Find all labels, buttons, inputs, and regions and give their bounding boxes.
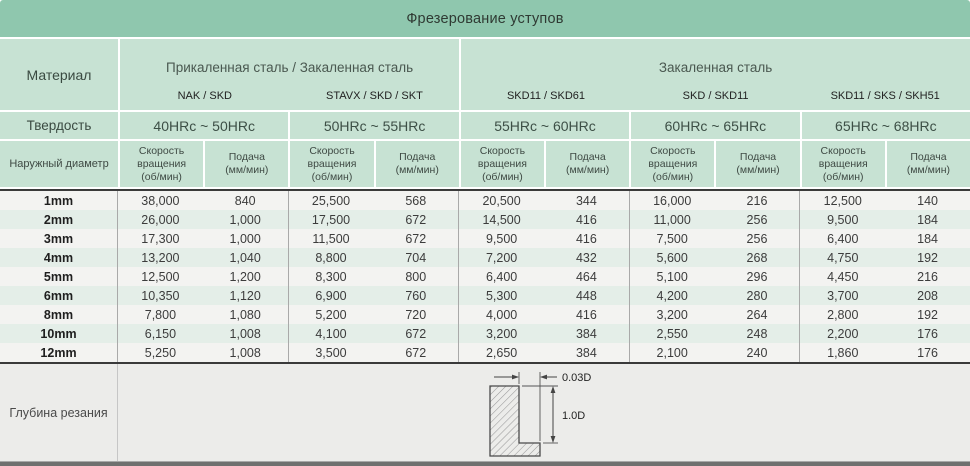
diameter-cell: 3mm xyxy=(0,229,118,248)
value-cell: 416 xyxy=(575,212,597,227)
diameter-cell: 12mm xyxy=(0,343,118,362)
page-title: Фрезерование уступов xyxy=(406,10,564,27)
diameter-column-label: Наружный диаметр xyxy=(0,141,118,187)
value-cell: 184 xyxy=(917,231,938,246)
value-cell: 7,500 xyxy=(629,229,715,248)
value-cell: 25,500 xyxy=(288,191,374,210)
value-cell: 11,500 xyxy=(288,229,374,248)
value-cell: 840 xyxy=(234,193,256,208)
value-cell: 344 xyxy=(575,193,597,208)
value-cell: 9,500 xyxy=(458,229,544,248)
value-cell: 4,000 xyxy=(458,305,544,324)
value-cell: 2,200 xyxy=(799,324,885,343)
value-cell: 672 xyxy=(405,231,427,246)
value-cell: 26,000 xyxy=(141,212,180,227)
value-cell: 1,860 xyxy=(799,343,885,362)
value-cell: 6,400 xyxy=(799,229,885,248)
value-cell: 5,100 xyxy=(629,267,715,286)
value-cell: 17,500 xyxy=(288,210,374,229)
value-cell: 192 xyxy=(917,307,938,322)
dim-depth-label: 1.0D xyxy=(562,410,586,422)
value-cell: 4,450 xyxy=(799,267,885,286)
steel-group-left-label: Прикаленная сталь / Закаленная сталь xyxy=(165,59,414,75)
bottom-accent-bar xyxy=(0,461,970,466)
value-cell: 208 xyxy=(917,288,938,303)
dim-step-label: 0.03D xyxy=(562,372,592,384)
steel-name: SKD11 / SKD61 xyxy=(506,90,586,102)
hardness-range: 65HRc ~ 68HRc xyxy=(802,112,970,139)
value-cell: 268 xyxy=(746,250,768,265)
feed-column-header: Подача (мм/мин) xyxy=(546,141,629,187)
hardness-range: 55HRc ~ 60HRc xyxy=(461,112,629,139)
diameter-cell: 8mm xyxy=(0,305,118,324)
value-cell: 248 xyxy=(746,326,768,341)
value-cell: 8,300 xyxy=(288,267,374,286)
value-cell: 416 xyxy=(575,307,597,322)
hardness-label: Твердость xyxy=(0,112,118,139)
value-cell: 3,200 xyxy=(458,324,544,343)
value-cell: 1,080 xyxy=(229,307,261,322)
value-cell: 760 xyxy=(405,288,427,303)
value-cell: 176 xyxy=(917,345,938,360)
value-cell: 672 xyxy=(405,326,427,341)
value-cell: 704 xyxy=(405,250,427,265)
value-cell: 6,900 xyxy=(288,286,374,305)
value-cell: 17,300 xyxy=(141,231,180,246)
hardness-range: 60HRc ~ 65HRc xyxy=(631,112,799,139)
table-row xyxy=(0,191,970,210)
steel-name: STAVX / SKD / SKT xyxy=(326,90,423,102)
value-cell: 7,800 xyxy=(144,307,177,322)
feed-column-header: Подача (мм/мин) xyxy=(887,141,970,187)
table-row xyxy=(0,229,970,248)
material-label: Материал xyxy=(0,39,118,110)
depth-of-cut-label: Глубина резания xyxy=(0,364,118,461)
value-cell: 384 xyxy=(575,345,597,360)
column-subheader-band xyxy=(0,141,970,187)
table-row xyxy=(0,267,970,286)
steel-group-right-label: Закаленная сталь xyxy=(658,59,773,75)
speed-column-header: Скорость вращения (об/мин) xyxy=(461,141,544,187)
value-cell: 2,800 xyxy=(799,305,885,324)
value-cell: 1,008 xyxy=(229,326,261,341)
diameter-cell: 1mm xyxy=(0,191,118,210)
value-cell: 9,500 xyxy=(799,210,885,229)
value-cell: 464 xyxy=(575,269,597,284)
value-cell: 1,008 xyxy=(229,345,261,360)
diameter-cell: 4mm xyxy=(0,248,118,267)
value-cell: 6,400 xyxy=(458,267,544,286)
table-row xyxy=(0,248,970,267)
value-cell: 240 xyxy=(746,345,768,360)
value-cell: 3,200 xyxy=(629,305,715,324)
value-cell: 264 xyxy=(746,307,768,322)
value-cell: 2,650 xyxy=(458,343,544,362)
value-cell: 12,500 xyxy=(141,269,180,284)
value-cell: 4,750 xyxy=(799,248,885,267)
diameter-cell: 5mm xyxy=(0,267,118,286)
value-cell: 672 xyxy=(405,212,427,227)
value-cell: 1,000 xyxy=(229,212,261,227)
speed-column-header: Скорость вращения (об/мин) xyxy=(631,141,714,187)
value-cell: 5,300 xyxy=(458,286,544,305)
value-cell: 12,500 xyxy=(799,191,885,210)
value-cell: 432 xyxy=(575,250,597,265)
value-cell: 176 xyxy=(917,326,938,341)
workpiece-shape xyxy=(490,386,540,456)
value-cell: 13,200 xyxy=(141,250,180,265)
value-cell: 16,000 xyxy=(629,191,715,210)
value-cell: 568 xyxy=(405,193,427,208)
value-cell: 1,040 xyxy=(229,250,261,265)
table-row xyxy=(0,343,970,362)
speed-column-header: Скорость вращения (об/мин) xyxy=(120,141,203,187)
table-row xyxy=(0,305,970,324)
value-cell: 5,250 xyxy=(144,345,177,360)
value-cell: 14,500 xyxy=(458,210,544,229)
data-rows xyxy=(0,191,970,362)
value-cell: 5,200 xyxy=(288,305,374,324)
value-cell: 1,120 xyxy=(229,288,261,303)
value-cell: 38,000 xyxy=(141,193,180,208)
value-cell: 8,800 xyxy=(288,248,374,267)
value-cell: 2,100 xyxy=(629,343,715,362)
diameter-cell: 10mm xyxy=(0,324,118,343)
value-cell: 296 xyxy=(746,269,768,284)
value-cell: 11,000 xyxy=(629,210,715,229)
hardness-range: 50HRc ~ 55HRc xyxy=(290,112,458,139)
value-cell: 384 xyxy=(575,326,597,341)
steel-name: NAK / SKD xyxy=(177,90,232,102)
value-cell: 20,500 xyxy=(458,191,544,210)
hardness-range: 40HRc ~ 50HRc xyxy=(120,112,288,139)
value-cell: 1,000 xyxy=(229,231,261,246)
value-cell: 216 xyxy=(917,269,938,284)
value-cell: 5,600 xyxy=(629,248,715,267)
table-row xyxy=(0,324,970,343)
steel-group-left xyxy=(120,39,459,110)
diameter-cell: 6mm xyxy=(0,286,118,305)
feed-column-header: Подача (мм/мин) xyxy=(716,141,799,187)
material-header-band xyxy=(0,39,970,110)
table-row xyxy=(0,286,970,305)
value-cell: 10,350 xyxy=(141,288,180,303)
value-cell: 672 xyxy=(405,345,427,360)
value-cell: 7,200 xyxy=(458,248,544,267)
steel-name: SKD11 / SKS / SKH51 xyxy=(830,90,940,102)
speed-column-header: Скорость вращения (об/мин) xyxy=(802,141,885,187)
step-milling-diagram xyxy=(462,366,632,460)
value-cell: 800 xyxy=(405,269,427,284)
steel-group-right xyxy=(461,39,970,110)
value-cell: 280 xyxy=(746,288,768,303)
feed-column-header: Подача (мм/мин) xyxy=(205,141,288,187)
value-cell: 256 xyxy=(746,231,768,246)
value-cell: 448 xyxy=(575,288,597,303)
table-title-band xyxy=(0,0,970,37)
table-row xyxy=(0,210,970,229)
value-cell: 192 xyxy=(917,250,938,265)
value-cell: 4,100 xyxy=(288,324,374,343)
value-cell: 216 xyxy=(746,193,768,208)
value-cell: 1,200 xyxy=(229,269,261,284)
value-cell: 3,700 xyxy=(799,286,885,305)
value-cell: 256 xyxy=(746,212,768,227)
value-cell: 184 xyxy=(917,212,938,227)
value-cell: 2,550 xyxy=(629,324,715,343)
value-cell: 6,150 xyxy=(144,326,177,341)
steel-name: SKD / SKD11 xyxy=(682,90,749,102)
value-cell: 140 xyxy=(917,193,938,208)
diameter-cell: 2mm xyxy=(0,210,118,229)
depth-of-cut-section xyxy=(0,364,970,461)
value-cell: 4,200 xyxy=(629,286,715,305)
value-cell: 3,500 xyxy=(288,343,374,362)
value-cell: 720 xyxy=(405,307,427,322)
feed-column-header: Подача (мм/мин) xyxy=(376,141,459,187)
value-cell: 416 xyxy=(575,231,597,246)
hardness-band xyxy=(0,112,970,139)
speed-column-header: Скорость вращения (об/мин) xyxy=(290,141,373,187)
